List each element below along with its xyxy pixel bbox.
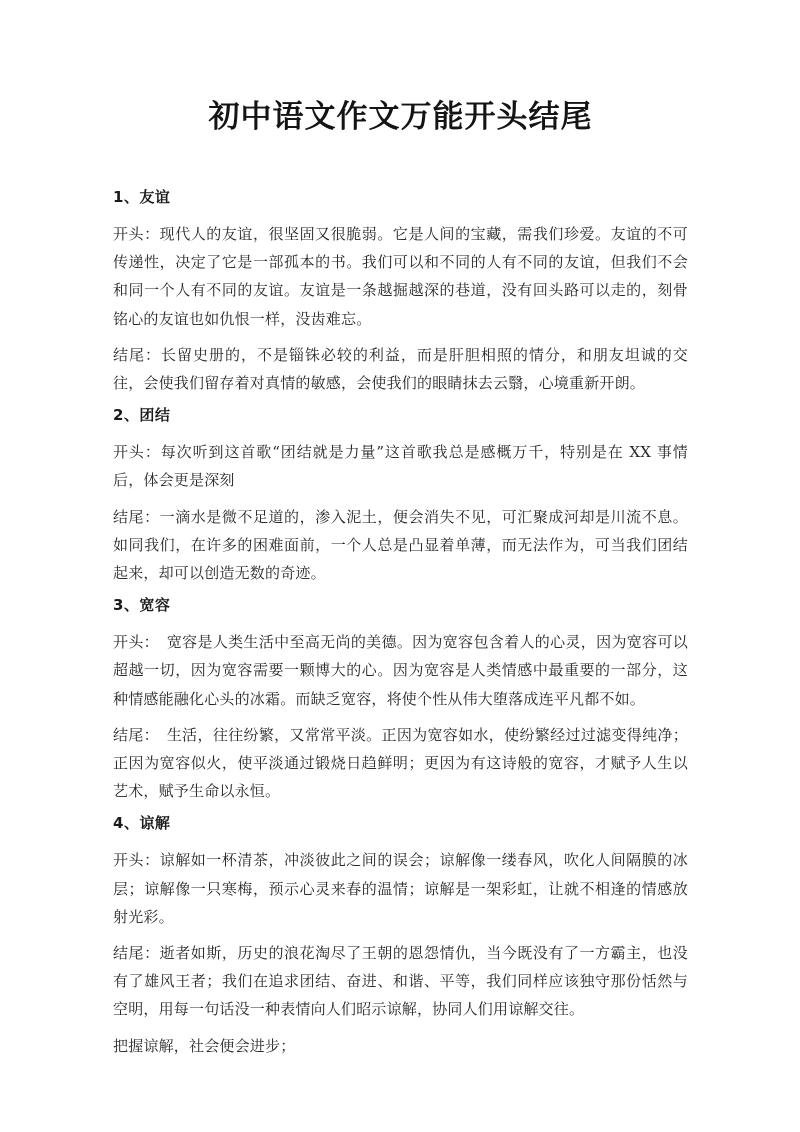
section-heading-friendship: 1、友谊 xyxy=(113,188,171,206)
paragraph-unity-ending: 结尾：一滴水是微不足道的，渗入泥土，便会消失不见，可汇聚成河却是川流不息。如同我们，在许多的困难面前，一个人总是凸显着单薄，而无法作为，可当我们团结起来，却可以创造无数的奇迹。 xyxy=(113,507,688,583)
paragraph-tolerance-opening: 开头： 宽容是人类生活中至高无尚的美德。因为宽容包含着人的心灵，因为宽容可以超越一切，因为宽容需要一颗博大的心。因为宽容是人类情感中最重要的一部分，这种情感能融化心头的冰霜。而缺乏宽容，将使个性从伟大堕落成连平凡都不如。 xyxy=(113,633,688,708)
paragraph-tolerance-ending: 结尾： 生活，往往纷繁，又常常平淡。正因为宽容如水，使纷繁经过过滤变得纯净；正因为宽容似火，使平淡通过锻烧日趋鲜明；更因为有这诗般的宽容，才赋予人生以艺术，赋予生命以永恒。 xyxy=(113,725,688,801)
document-title: 初中语文作文万能开头结尾 xyxy=(208,99,593,135)
section-heading-unity: 2、团结 xyxy=(113,406,171,425)
section-tolerance xyxy=(113,595,688,805)
paragraph-friendship-opening: 开头：现代人的友谊，很坚固又很脆弱。它是人间的宝藏，需我们珍爱。友谊的不可传递性，决定了它是一部孤本的书。我们可以和不同的人有不同的友谊，但我们不会和同一个人有不同的友谊。友谊是一条越掘越深的巷道，没有回头路可以走的，刻骨铭心的友谊也如仇恨一样，没齿难忘。 xyxy=(113,225,688,328)
paragraph-understanding-opening: 开头：谅解如一杯清茶，冲淡彼此之间的误会；谅解像一缕春风，吹化人间隔膜的冰层；谅解像一只寒梅，预示心灵来春的温情；谅解是一架彩虹，让就不相逢的情感放射光彩。 xyxy=(113,851,688,926)
section-unity xyxy=(113,405,688,587)
paragraph-unity-opening: 开头：每次听到这首歌“团结就是力量”这首歌我总是感概万千，特别是在 XX 事情后，体会更是深刻 xyxy=(113,443,688,490)
section-heading-understanding: 4、谅解 xyxy=(113,814,171,833)
section-friendship xyxy=(113,187,688,397)
paragraph-understanding-ending: 结尾：逝者如斯，历史的浪花淘尽了王朝的恩怨情仇，当今既没有了一方霸主，也没有了雄风王者；我们在追求团结、奋进、和谐、平等，我们同样应该独守那份恬然与空明，用每一句话没一种表情向人们昭示谅解，协同人们用谅解交往。 xyxy=(113,944,688,1019)
paragraph-understanding-closing-line: 把握谅解，社会便会进步； xyxy=(113,1036,296,1055)
section-heading-tolerance: 3、宽容 xyxy=(113,596,171,615)
section-understanding xyxy=(113,813,688,1059)
paragraph-friendship-ending: 结尾：长留史册的，不是锱铢必较的利益，而是肝胆相照的情分，和朋友坦诚的交往，会使我们留存着对真情的敏感，会使我们的眼睛抹去云翳，心境重新开朗。 xyxy=(113,345,688,393)
